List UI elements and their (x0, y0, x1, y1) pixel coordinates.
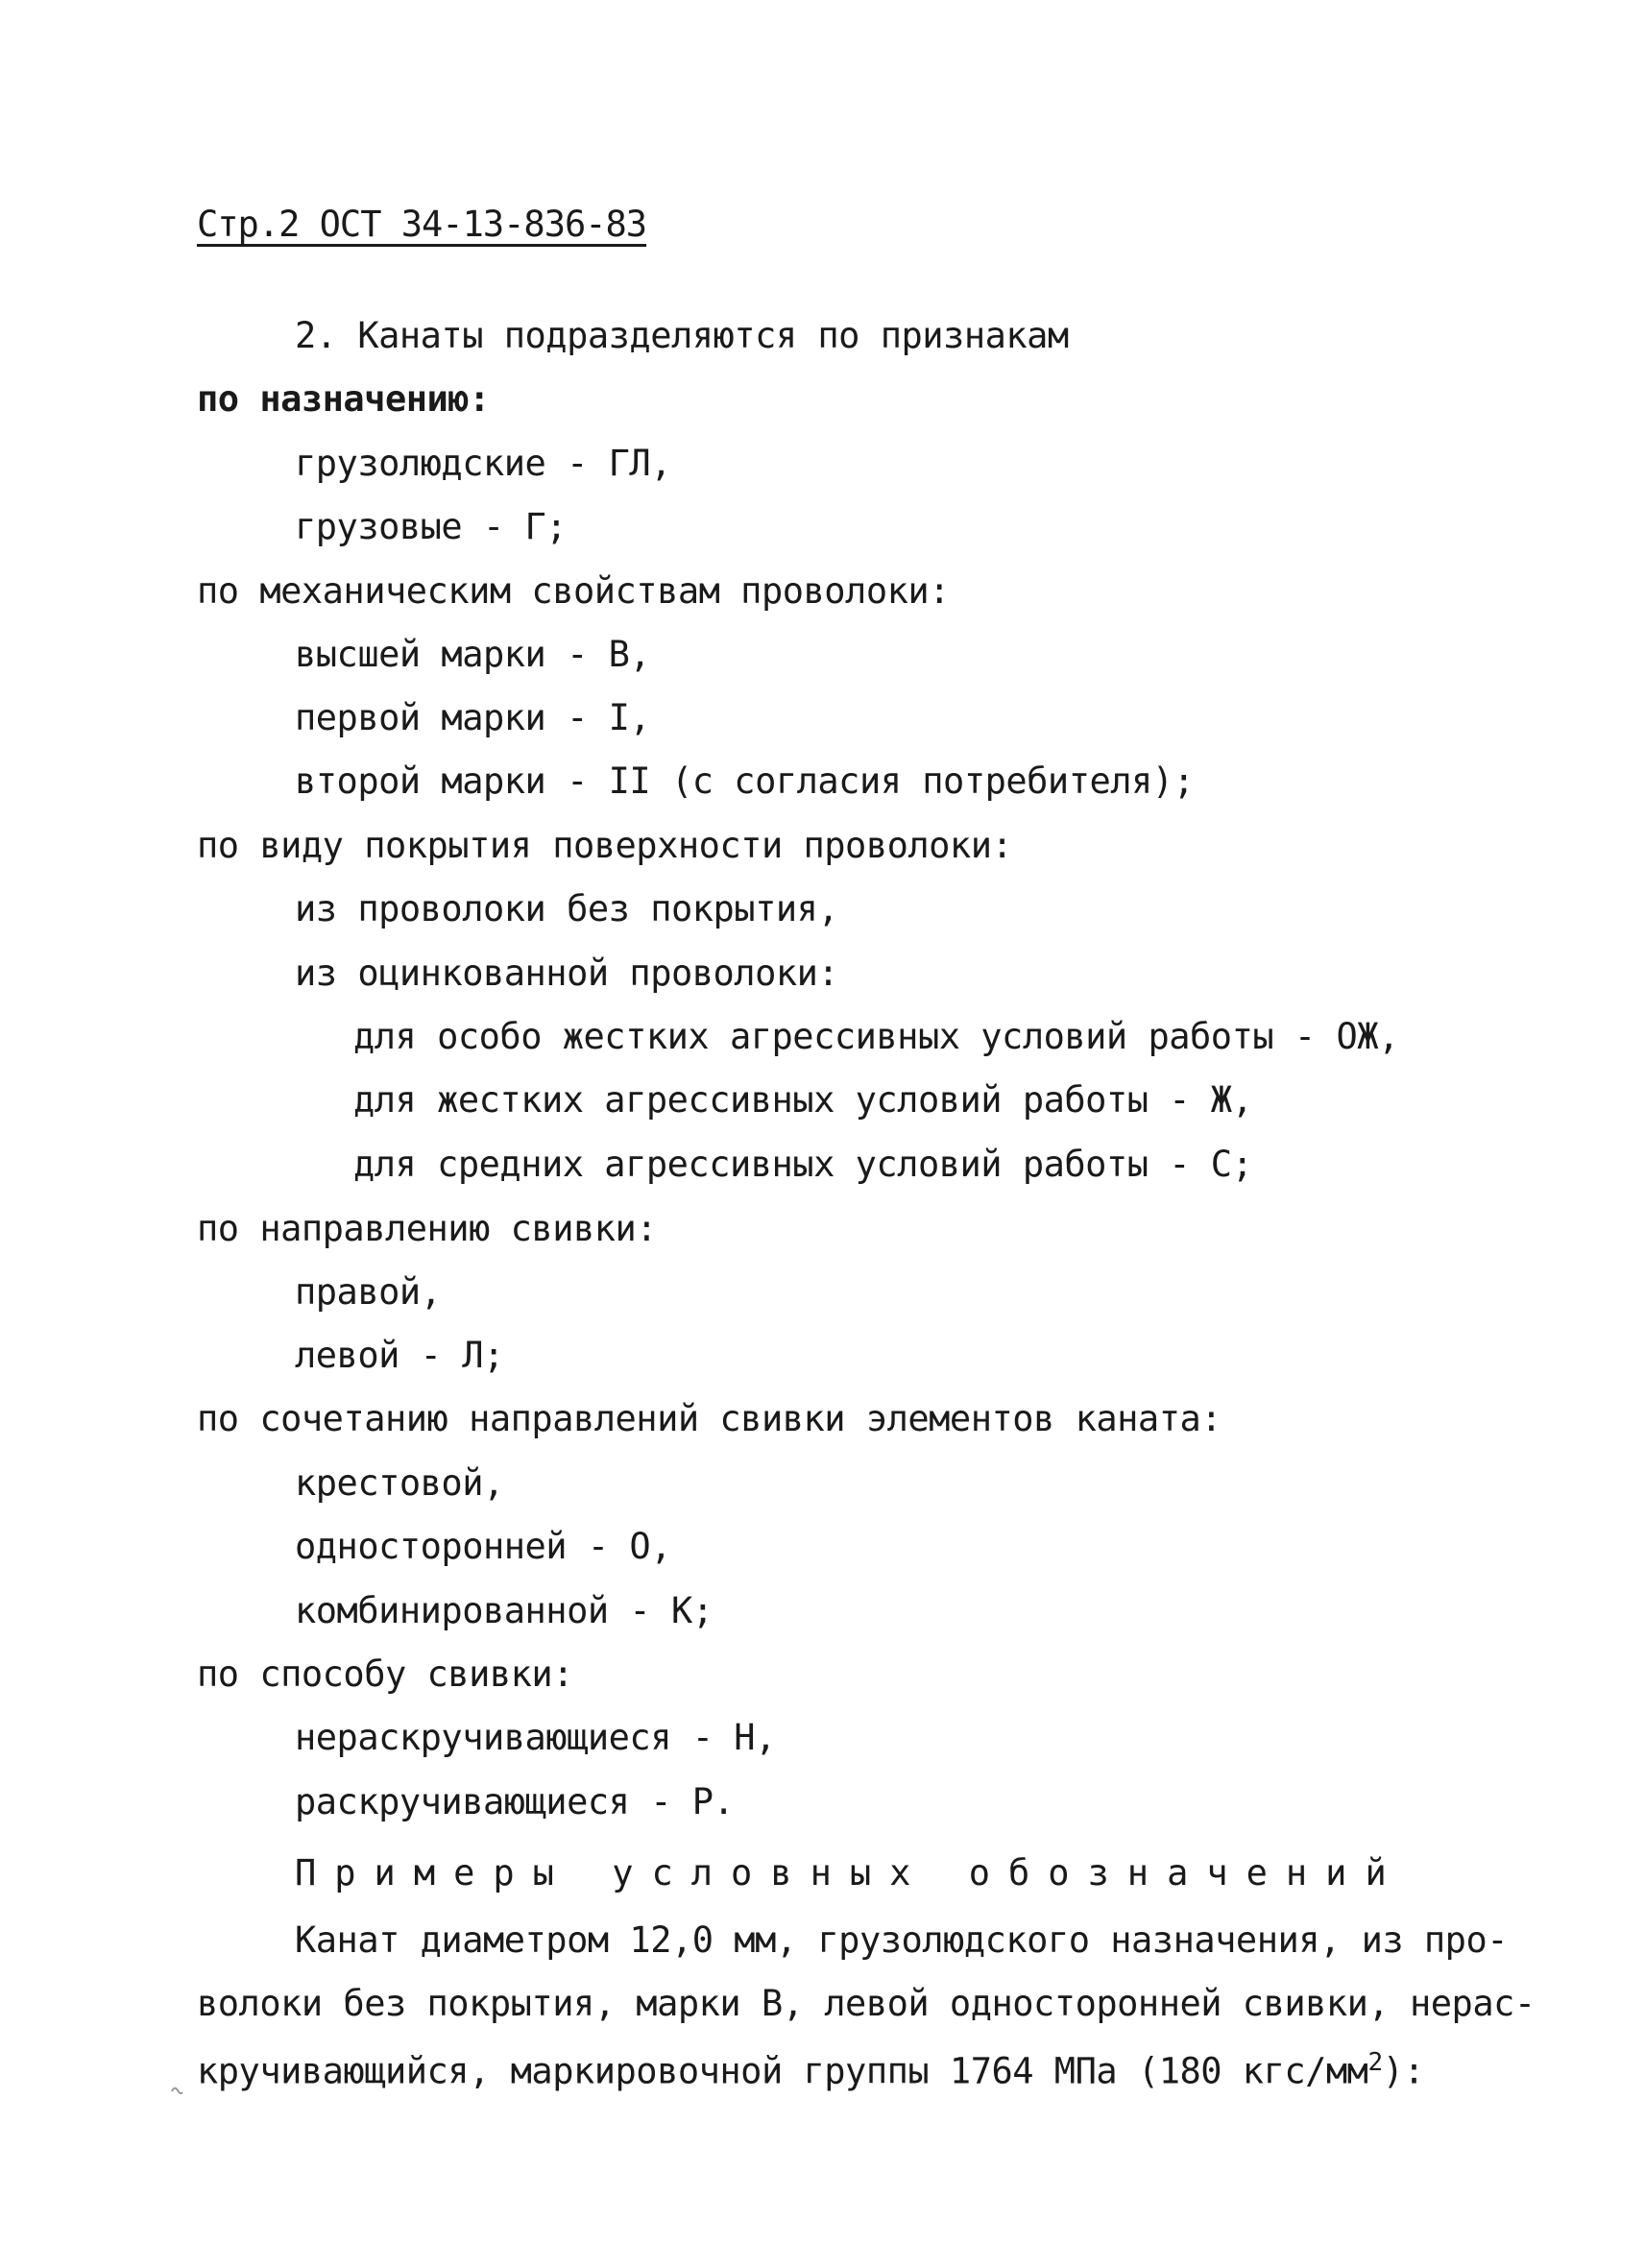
list-item: раскручивающиеся - Р. (295, 1781, 735, 1822)
section-intro: 2. Канаты подразделяются по признакам (295, 315, 1069, 356)
list-item: левой - Л; (295, 1335, 504, 1376)
list-item: нераскручивающиеся - Н, (295, 1717, 776, 1758)
examples-heading: Примеры условных обозначений (295, 1852, 1405, 1894)
paragraph-line: волоки без покрытия, марки В, левой односторонней свивки, нерас- (197, 1983, 1536, 2024)
list-item: правой, (295, 1271, 442, 1313)
list-item: второй марки - II (с согласия потребителя); (295, 760, 1195, 802)
paragraph-text: ): (1382, 2050, 1425, 2092)
group-title-lay-combination: по сочетанию направлений свивки элементов каната: (197, 1398, 1222, 1439)
paragraph-line (197, 2048, 1425, 2092)
sub-list-item: для жестких агрессивных условий работы - Ж, (353, 1079, 1253, 1121)
paragraph-text: кручивающийся, маркировочной группы 1764 МПа (180 кгс/мм (197, 2050, 1368, 2092)
list-item: грузовые - Г; (295, 506, 568, 547)
list-item: крестовой, (295, 1462, 504, 1504)
superscript: 2 (1367, 2048, 1383, 2077)
group-title-coating: по виду покрытия поверхности проволоки: (197, 825, 1013, 866)
scan-smudge-mark (169, 2082, 184, 2099)
list-item: комбинированной - К; (295, 1590, 714, 1631)
list-item: из проволоки без покрытия, (295, 888, 839, 929)
group-title-mechanical: по механическим свойствам проволоки: (197, 570, 950, 612)
group-title-lay-direction: по направлению свивки: (197, 1208, 658, 1249)
group-title-purpose: по назначению: (197, 378, 490, 420)
paragraph-line: Канат диаметром 12,0 мм, грузолюдского назначения, из про- (295, 1919, 1509, 1961)
sub-list-item: для особо жестких агрессивных условий работы - ОЖ, (353, 1016, 1399, 1057)
page-header: Стр.2 ОСТ 34-13-836-83 (197, 204, 647, 245)
list-item: высшей марки - В, (295, 634, 651, 675)
list-item: первой марки - I, (295, 697, 651, 738)
list-item: односторонней - О, (295, 1526, 671, 1567)
list-item: грузолюдские - ГЛ, (295, 443, 671, 484)
list-item: из оцинкованной проволоки: (295, 953, 839, 994)
group-title-lay-method: по способу свивки: (197, 1653, 573, 1695)
sub-list-item: для средних агрессивных условий работы - С; (353, 1144, 1253, 1185)
